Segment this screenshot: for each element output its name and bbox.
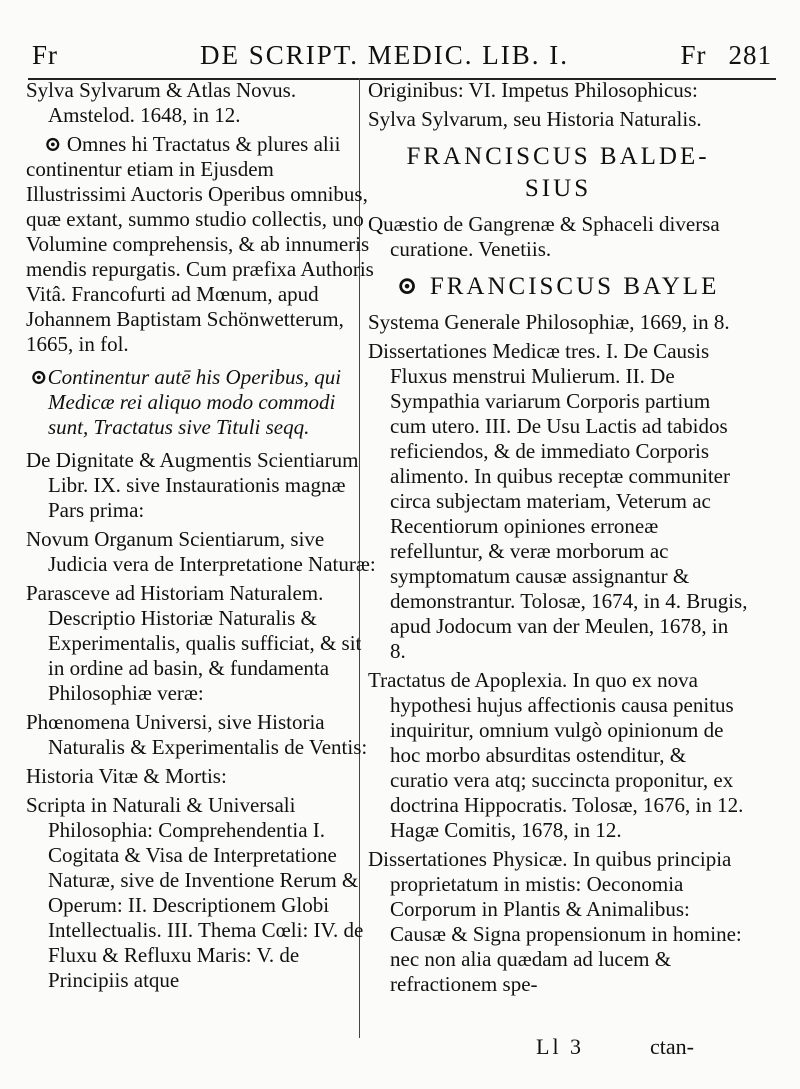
- page-number: 281: [728, 40, 772, 70]
- bullet-symbol-icon: ⊙: [44, 132, 62, 156]
- bibliography-entry: Tractatus de Apoplexia. In quo ex nova hypothesi hujus affectionis causa penitus inquiritur, omnium vulgò opinionum de hoc morbo absurditas ostenditur, & curatio vera atq; succincta proponitur, ex doctrina Hippocratis. Tolosæ, 1676, in 12. Hagæ Comitis, 1678, in 12.: [368, 668, 744, 842]
- bullet-symbol-icon: ⊙: [30, 365, 48, 389]
- bibliography-entry: Phœnomena Universi, sive Historia Naturalis & Experimentalis de Ventis:: [26, 710, 368, 759]
- italic-note: [26, 365, 378, 440]
- author-heading-continued: SIUS: [524, 175, 592, 202]
- bibliography-entry: Originibus: VI. Impetus Philosophicus:: [368, 78, 698, 102]
- header-right: [680, 40, 772, 71]
- author-heading: FRANCISCUS BALDE-: [406, 143, 710, 170]
- header-right-abbrev: Fr: [680, 40, 707, 70]
- bibliography-entry: Dissertationes Medicæ tres. I. De Causis Fluxus menstrui Mulierum. II. De Sympathia variarum Corporis partium cum utero. III. De Usu Lactis ad tabidos reficiendos, & de immediato Corporis alimento. In quibus receptæ communiter circa subjectam materiam, Veterum ac Recentiorum opiniones erroneæ refelluntur, & veræ morborum ac symptomatum causæ assignantur & demonstrantur. Tolosæ, 1674, in 4. Brugis, apud Jodocum van der Meulen, 1678, in 8.: [368, 339, 748, 663]
- bibliography-entry: Scripta in Naturali & Universali Philosophia: Comprehendentia I. Cogitata & Visa de Interpretatione Naturæ, sive de Inventione Rerum & Operum: II. Descriptionem Globi Intellectualis. III. Thema Cœli: IV. de Fluxu & Refluxu Maris: V. de Principiis atque: [26, 793, 364, 992]
- author-name: FRANCISCUS BAYLE: [429, 273, 720, 300]
- bibliography-entry: De Dignitate & Augmentis Scientiarum Libr. IX. sive Instaurationis magnæ Pars prima:: [26, 448, 359, 522]
- bullet-symbol-icon: ⊙: [396, 273, 421, 300]
- header-title: DE SCRIPT. MEDIC. LIB. I.: [200, 40, 570, 70]
- author-heading: [368, 272, 748, 302]
- bibliography-paragraph: [26, 132, 378, 357]
- running-header: [32, 40, 772, 76]
- bibliography-entry: Systema Generale Philosophiæ, 1669, in 8.: [368, 310, 730, 334]
- bibliography-entry: Sylva Sylvarum & Atlas Novus. Amstelod. 1648, in 12.: [26, 78, 297, 127]
- note-text: Continentur autē his Operibus, qui Medicæ rei aliquo modo commodi sunt, Tractatus sive Tituli seqq.: [47, 365, 342, 439]
- bibliography-entry: Dissertationes Physicæ. In quibus principia proprietatum in mistis: Oeconomia Corporum in Plantis & Animalibus: Causæ & Signa propensionum in homine: nec non alia quædam ad lucem & refractionem spe-: [368, 847, 742, 996]
- bibliography-entry: Parasceve ad Historiam Naturalem. Descriptio Historiæ Naturalis & Experimentalis, qualis sufficiat, & sit in ordine ad basin, & fundamenta Philosophiæ veræ:: [26, 581, 362, 705]
- bibliography-entry: Novum Organum Scientiarum, sive Judicia vera de Interpretatione Naturæ:: [26, 527, 376, 576]
- header-left-abbrev: Fr: [32, 40, 59, 70]
- left-column: [26, 78, 378, 997]
- right-column: [368, 78, 748, 1001]
- bibliography-entry: Historia Vitæ & Mortis:: [26, 764, 227, 788]
- bibliography-entry: Quæstio de Gangrenæ & Sphaceli diversa curatione. Venetiis.: [368, 212, 720, 261]
- paragraph-text: Omnes hi Tractatus & plures alii continentur etiam in Ejusdem Illustrissimi Auctoris Operibus omnibus, quæ extant, summo studio collectis, uno Volumine comprehensis, & ab innumeris mendis repurgatis. Cum præfixa Authoris Vitâ. Francofurti ad Mœnum, apud Johannem Baptistam Schönwetterum, 1665, in fol.: [26, 132, 374, 356]
- bibliography-entry: Sylva Sylvarum, seu Historia Naturalis.: [368, 107, 702, 131]
- printer-signature: Ll 3: [536, 1034, 585, 1059]
- catchword: ctan-: [650, 1034, 694, 1059]
